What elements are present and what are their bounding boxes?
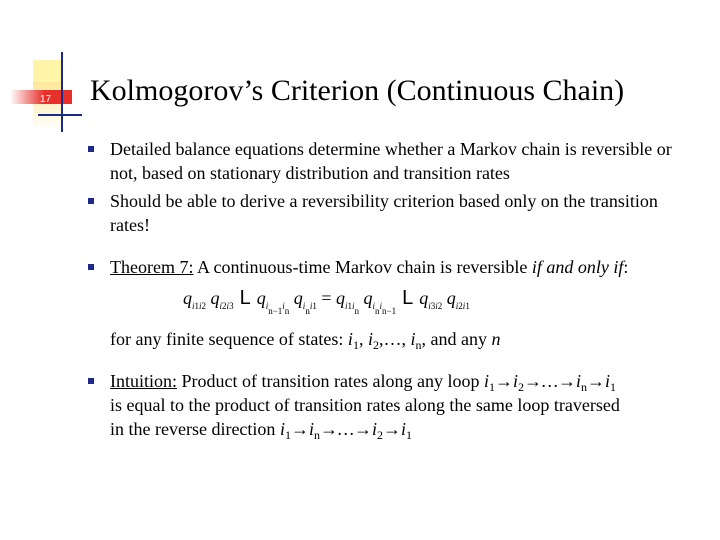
bullet-marker [88,378,94,384]
bullet-text: Should be able to derive a reversibility criterion based only on the transition rates! [110,191,658,235]
bullet-marker [88,146,94,152]
theorem-continuation: for any finite sequence of states: $i_1$, $i_2,\dots$, $i_n$, and any n [110,329,501,352]
bullet-marker [88,264,94,270]
theorem-label: Theorem 7: [110,257,194,277]
intuition-line-1: Intuition: Product of transition rates along any loop $i_1\to i_2\to\dots\to i_n\to i_1$ [110,371,617,394]
intuition-label: Intuition: [110,371,177,391]
intuition-line-3: in the reverse direction $i_1\to i_n\to\dots\to i_2\to i_1$ [110,419,412,442]
theorem-text: Theorem 7: A continuous-time Markov chain is reversible if and only if: [110,257,629,277]
bullet-marker [88,198,94,204]
decor-horizontal-line [38,114,82,116]
bullet-text: Detailed balance equations determine whether a Markov chain is reversible or not, based on stationary distribution and transition rates [110,139,672,183]
slide-title: Kolmogorov’s Criterion (Continuous Chain) [90,74,625,107]
slide-number: 17 [40,94,52,105]
intuition-line-2: is equal to the product of transition rates along the same loop traversed [110,395,620,415]
decor-vertical-line [61,52,63,132]
kolmogorov-equation: $q_{i1i2}$ $q_{i2i3}$ L $q_{i_{n-1}i_n}$ $q_{i_ni1} = q_{i1i_n}$ $q_{i_ni_{n-1}}L$ $q_{i3i2}$ $q_{i2i1}$ [183,287,470,316]
